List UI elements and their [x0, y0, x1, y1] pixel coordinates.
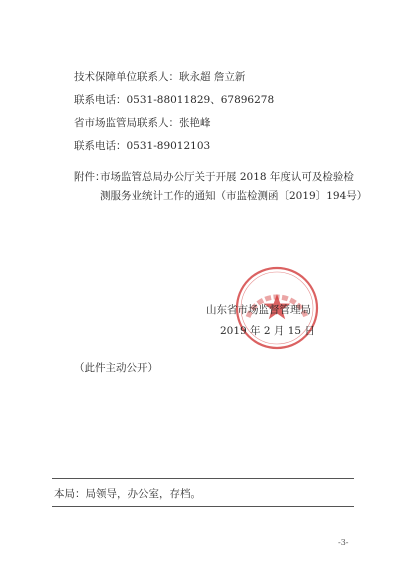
attachment [74, 168, 368, 206]
bureau-contact-label: 省市场监管局联系人： [74, 117, 179, 129]
tech-support-names: 耿永超 詹立新 [179, 71, 246, 83]
cc-line: 本局：局领导，办公室，存档。 [54, 488, 201, 500]
top-divider [52, 478, 354, 479]
tech-support-label: 技术保障单位联系人： [74, 71, 179, 83]
bureau-contact-name: 张艳峰 [179, 117, 211, 129]
disclosure-note: （此件主动公开） [74, 362, 158, 374]
attachment-label: 附件： [74, 171, 106, 183]
tech-support-contact [74, 70, 245, 84]
issuer-name: 山东省市场监督管理局 [206, 304, 311, 316]
bureau-contact [74, 116, 211, 130]
bottom-divider [52, 506, 354, 507]
issue-date: 2019 年 2 月 15 日 [220, 325, 315, 337]
attachment-text: 市场监管总局办公厅关于开展 2018 年度认可及检验检测服务业统计工作的通知（市监检测函〔2019〕194号） [100, 171, 368, 202]
tech-support-phone: 联系电话：0531-88011829、67896278 [74, 94, 275, 106]
bureau-phone: 联系电话：0531-89012103 [74, 140, 211, 152]
page-number: -3- [338, 538, 349, 547]
